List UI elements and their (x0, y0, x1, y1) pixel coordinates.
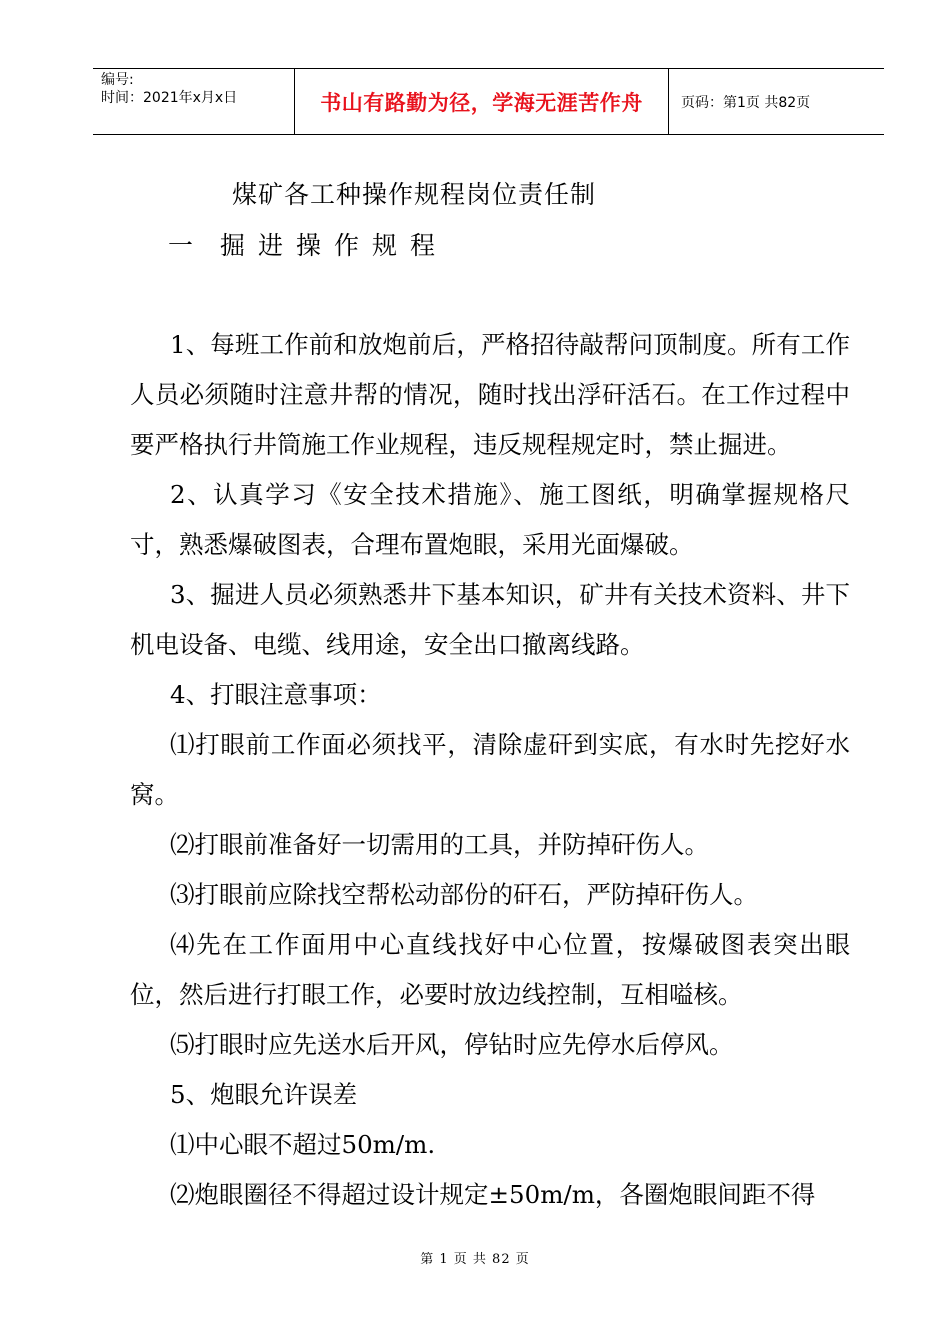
document-title: 煤矿各工种操作规程岗位责任制 (232, 180, 597, 209)
document-time-label: 时间：2021年x月x日 (101, 90, 238, 106)
paragraph: 4、打眼注意事项： (170, 680, 382, 709)
header-meta (93, 69, 295, 134)
document-number-label: 编号: (101, 72, 134, 88)
document-body (130, 320, 850, 1220)
paragraph: 1、每班工作前和放炮前后，严格招待敲帮问顶制度。所有工作人员必须随时注意井帮的情况，随时找出浮矸活石。在工作过程中要严格执行井筒施工作业规程，违反规程规定时，禁止掘进。 (130, 330, 850, 459)
paragraph: ⑸打眼时应先送水后开风，停钻时应先停水后停风。 (170, 1030, 734, 1059)
header-page-info: 页码：第1页 共82页 (681, 94, 811, 111)
paragraph: ⑴中心眼不超过50m/m. (170, 1130, 436, 1159)
paragraph: ⑴打眼前工作面必须找平，清除虚矸到实底，有水时先挖好水窝。 (130, 730, 850, 809)
paragraph: 3、掘进人员必须熟悉井下基本知识，矿井有关技术资料、井下机电设备、电缆、线用途，安全出口撤离线路。 (130, 580, 850, 659)
paragraph: ⑶打眼前应除找空帮松动部份的矸石，严防掉矸伤人。 (170, 880, 758, 909)
paragraph: ⑷先在工作面用中心直线找好中心位置，按爆破图表突出眼位，然后进行打眼工作，必要时放边线控制，互相嗌核。 (130, 930, 850, 1009)
page-header (93, 68, 884, 135)
paragraph: 2、认真学习《安全技术措施》、施工图纸，明确掌握规格尺寸，熟悉爆破图表，合理布置炮眼，采用光面爆破。 (130, 480, 850, 559)
page-footer: 第 1 页 共 82 页 (420, 1252, 530, 1267)
paragraph: 5、炮眼允许误差 (170, 1080, 358, 1109)
section-number: 一 (168, 231, 194, 260)
paragraph: ⑵打眼前准备好一切需用的工具，并防掉矸伤人。 (170, 830, 709, 859)
section-title: 掘进操作规程 (220, 231, 449, 260)
header-motto: 书山有路勤为径，学海无涯苦作舟 (295, 69, 669, 134)
section-heading (168, 226, 448, 262)
paragraph: ⑵炮眼圈径不得超过设计规定±50m/m，各圈炮眼间距不得 (170, 1180, 816, 1209)
